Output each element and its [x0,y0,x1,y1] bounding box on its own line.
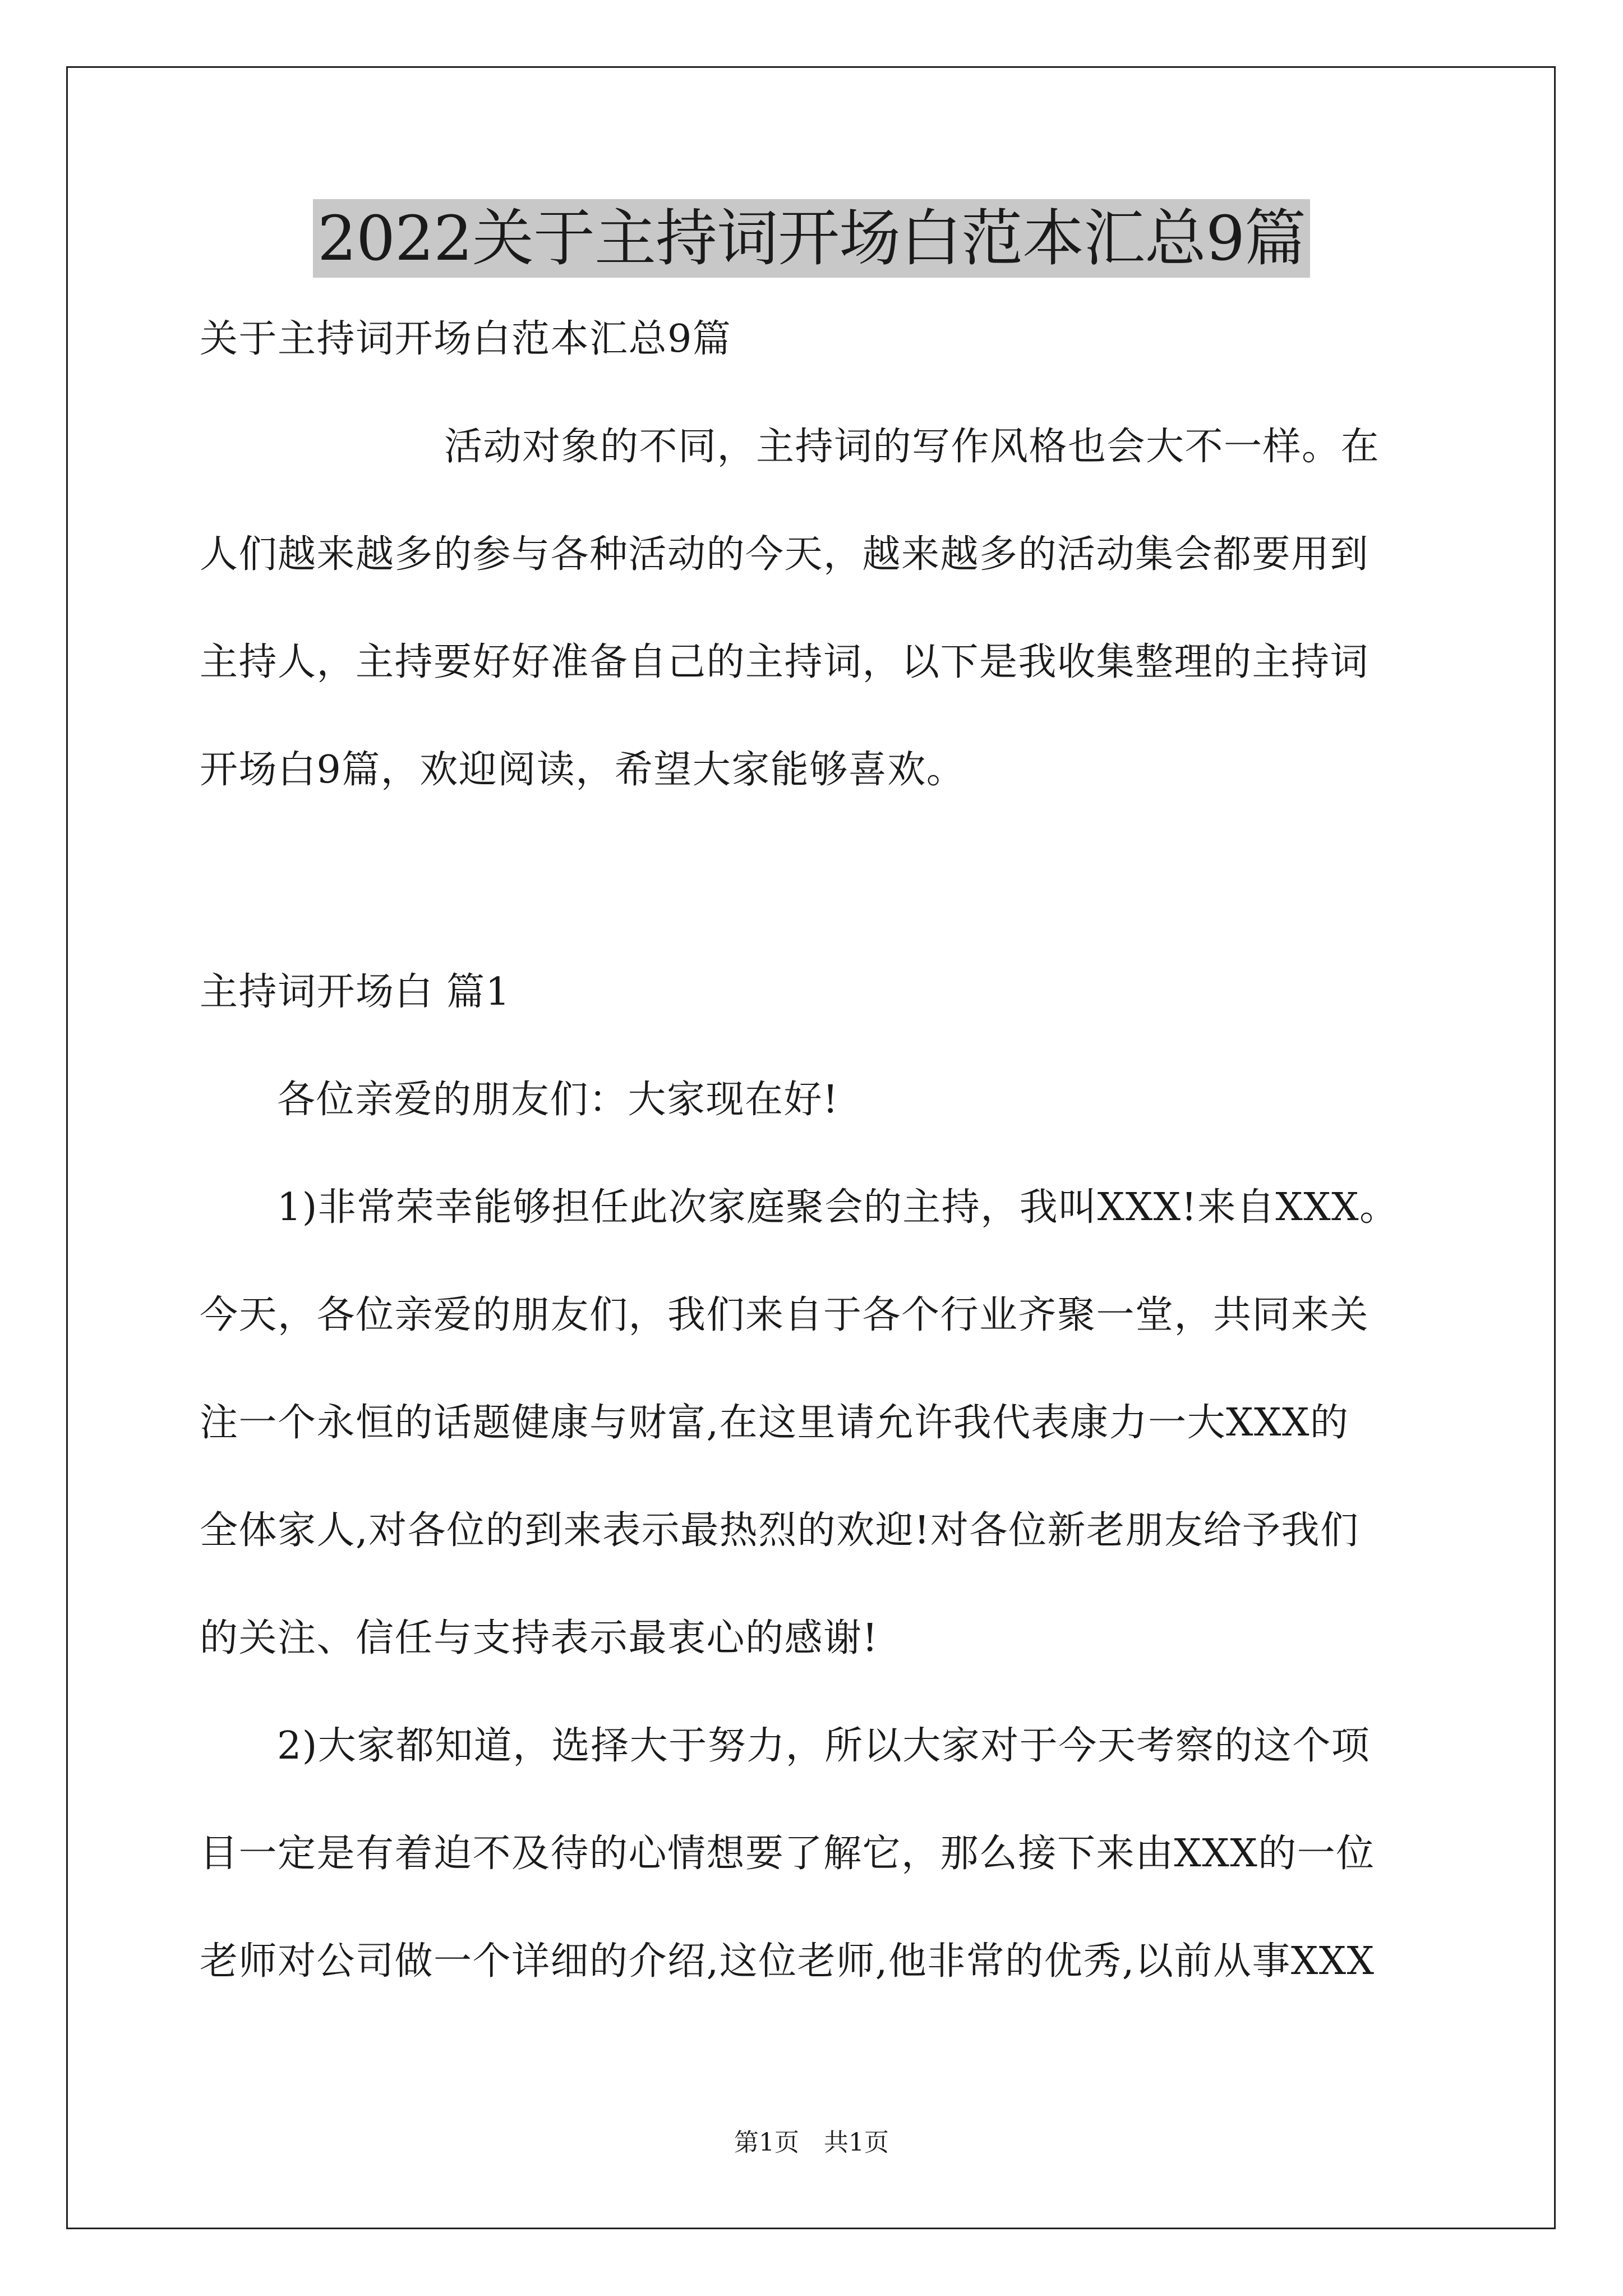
intro-line: 开场白9篇，欢迎阅读，希望大家能够喜欢。 [200,748,966,792]
page-border [66,66,1556,2229]
body-line: 2)大家都知道，选择大于努力，所以大家对于今天考察的这个项 [277,1724,1371,1768]
body-line: 各位亲爱的朋友们：大家现在好! [277,1078,839,1122]
document-subtitle: 关于主持词开场白范本汇总9篇 [200,317,732,361]
body-line: 全体家人,对各位的到来表示最热烈的欢迎!对各位新老朋友给予我们 [200,1508,1359,1553]
body-line: 注一个永恒的话题健康与财富,在这里请允许我代表康力一大XXX的 [200,1401,1349,1445]
intro-line: 人们越来越多的参与各种活动的今天，越来越多的活动集会都要用到 [200,532,1370,577]
section-heading: 主持词开场白 篇1 [200,970,511,1014]
body-line: 1)非常荣幸能够担任此次家庭聚会的主持，我叫XXX!来自XXX。 [277,1185,1399,1230]
title-container [0,199,1623,278]
body-line: 老师对公司做一个详细的介绍,这位老师,他非常的优秀,以前从事XXX [200,1939,1375,1984]
body-line: 目一定是有着迫不及待的心情想要了解它，那么接下来由XXX的一位 [200,1832,1375,1876]
document-title: 2022关于主持词开场白范本汇总9篇 [313,199,1310,278]
body-line: 今天，各位亲爱的朋友们，我们来自于各个行业齐聚一堂，共同来关 [200,1293,1370,1337]
intro-line: 主持人，主持要好好准备自己的主持词，以下是我收集整理的主持词 [200,640,1370,684]
page-footer: 第1页 共1页 [734,2128,889,2157]
body-line: 的关注、信任与支持表示最衷心的感谢! [200,1616,879,1660]
intro-line: 活动对象的不同，主持词的写作风格也会大不一样。在 [444,425,1380,469]
